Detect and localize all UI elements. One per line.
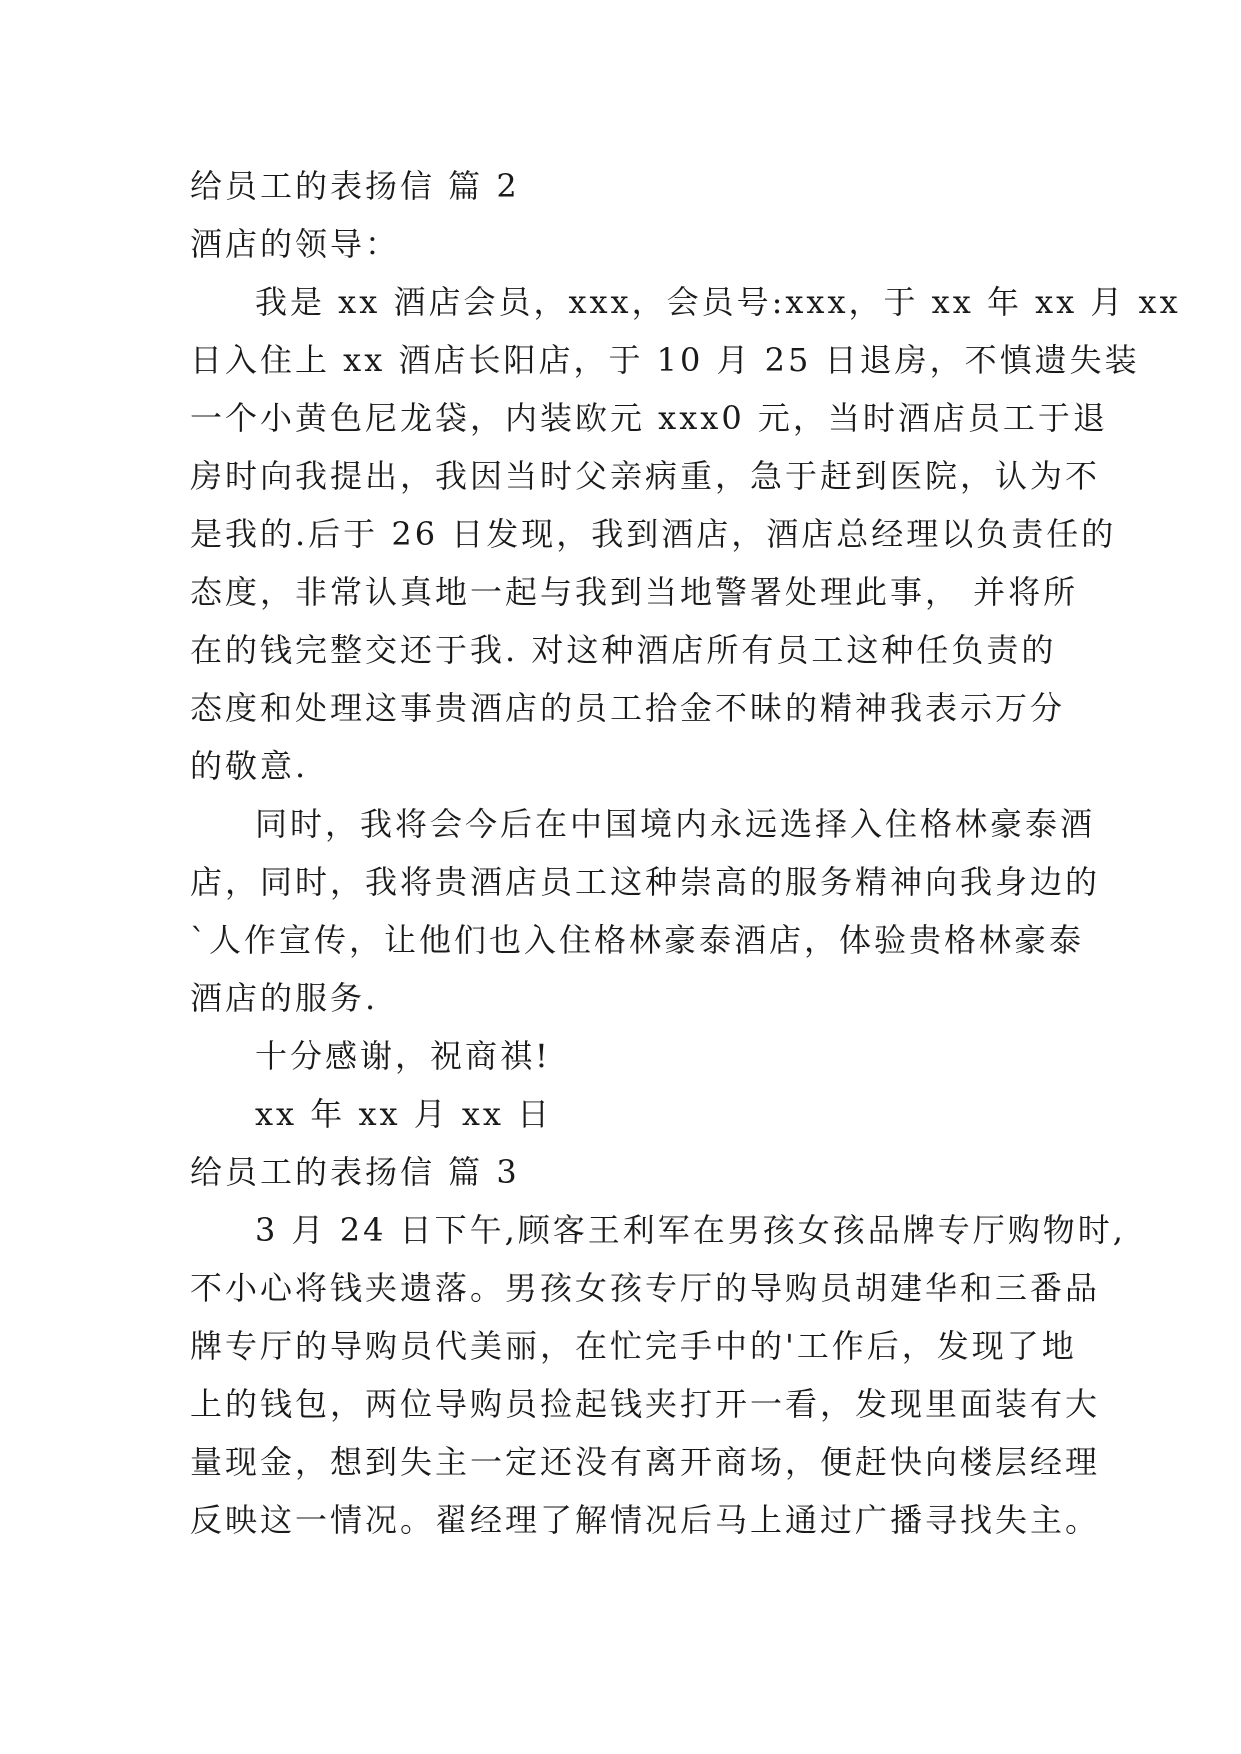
paragraph-line: 日入住上 xx 酒店长阳店，于 10 月 25 日退房，不慎遗失装 [190, 341, 1140, 379]
paragraph-line: 是我的.后于 26 日发现，我到酒店，酒店总经理以负责任的 [190, 515, 1117, 553]
paragraph-line: 量现金，想到失主一定还没有离开商场，便赶快向楼层经理 [190, 1443, 1101, 1481]
paragraph-line: 牌专厅的导购员代美丽，在忙完手中的'工作后，发现了地 [190, 1327, 1077, 1365]
paragraph-line: 同时，我将会今后在中国境内永远选择入住格林豪泰酒 [255, 805, 1096, 843]
salutation: 酒店的领导： [190, 225, 401, 263]
paragraph-line: 3 月 24 日下午,顾客王利军在男孩女孩品牌专厅购物时, [255, 1211, 1126, 1249]
paragraph-line: 酒店的服务. [190, 979, 379, 1017]
paragraph-line: 的敬意. [190, 747, 309, 785]
paragraph-line: 店，同时，我将贵酒店员工这种崇高的服务精神向我身边的 [190, 863, 1101, 901]
paragraph-line: 反映这一情况。翟经理了解情况后马上通过广播寻找失主。 [190, 1501, 1101, 1539]
paragraph-line: 房时向我提出，我因当时父亲病重，急于赶到医院，认为不 [190, 457, 1101, 495]
paragraph-line: `人作宣传，让他们也入住格林豪泰酒店，体验贵格林豪泰 [190, 921, 1085, 959]
paragraph-line: 态度和处理这事贵酒店的员工拾金不昧的精神我表示万分 [190, 689, 1066, 727]
paragraph-line: 上的钱包，两位导购员捡起钱夹打开一看，发现里面装有大 [190, 1385, 1101, 1423]
paragraph-line: 态度，非常认真地一起与我到当地警署处理此事， 并将所 [190, 573, 1079, 611]
closing-line: 十分感谢，祝商祺! [255, 1037, 551, 1075]
paragraph-line: 不小心将钱夹遗落。男孩女孩专厅的导购员胡建华和三番品 [190, 1269, 1101, 1307]
paragraph-line: 我是 xx 酒店会员，xxx，会员号:xxx，于 xx 年 xx 月 xx [255, 283, 1181, 321]
paragraph-line: 一个小黄色尼龙袋，内装欧元 xxx0 元，当时酒店员工于退 [190, 399, 1108, 437]
section-2-heading: 给员工的表扬信 篇 2 [190, 167, 520, 205]
paragraph-line: 在的钱完整交还于我. 对这种酒店所有员工这种任负责的 [190, 631, 1057, 669]
section-3-heading: 给员工的表扬信 篇 3 [190, 1153, 520, 1191]
date-line: xx 年 xx 月 xx 日 [255, 1095, 553, 1133]
